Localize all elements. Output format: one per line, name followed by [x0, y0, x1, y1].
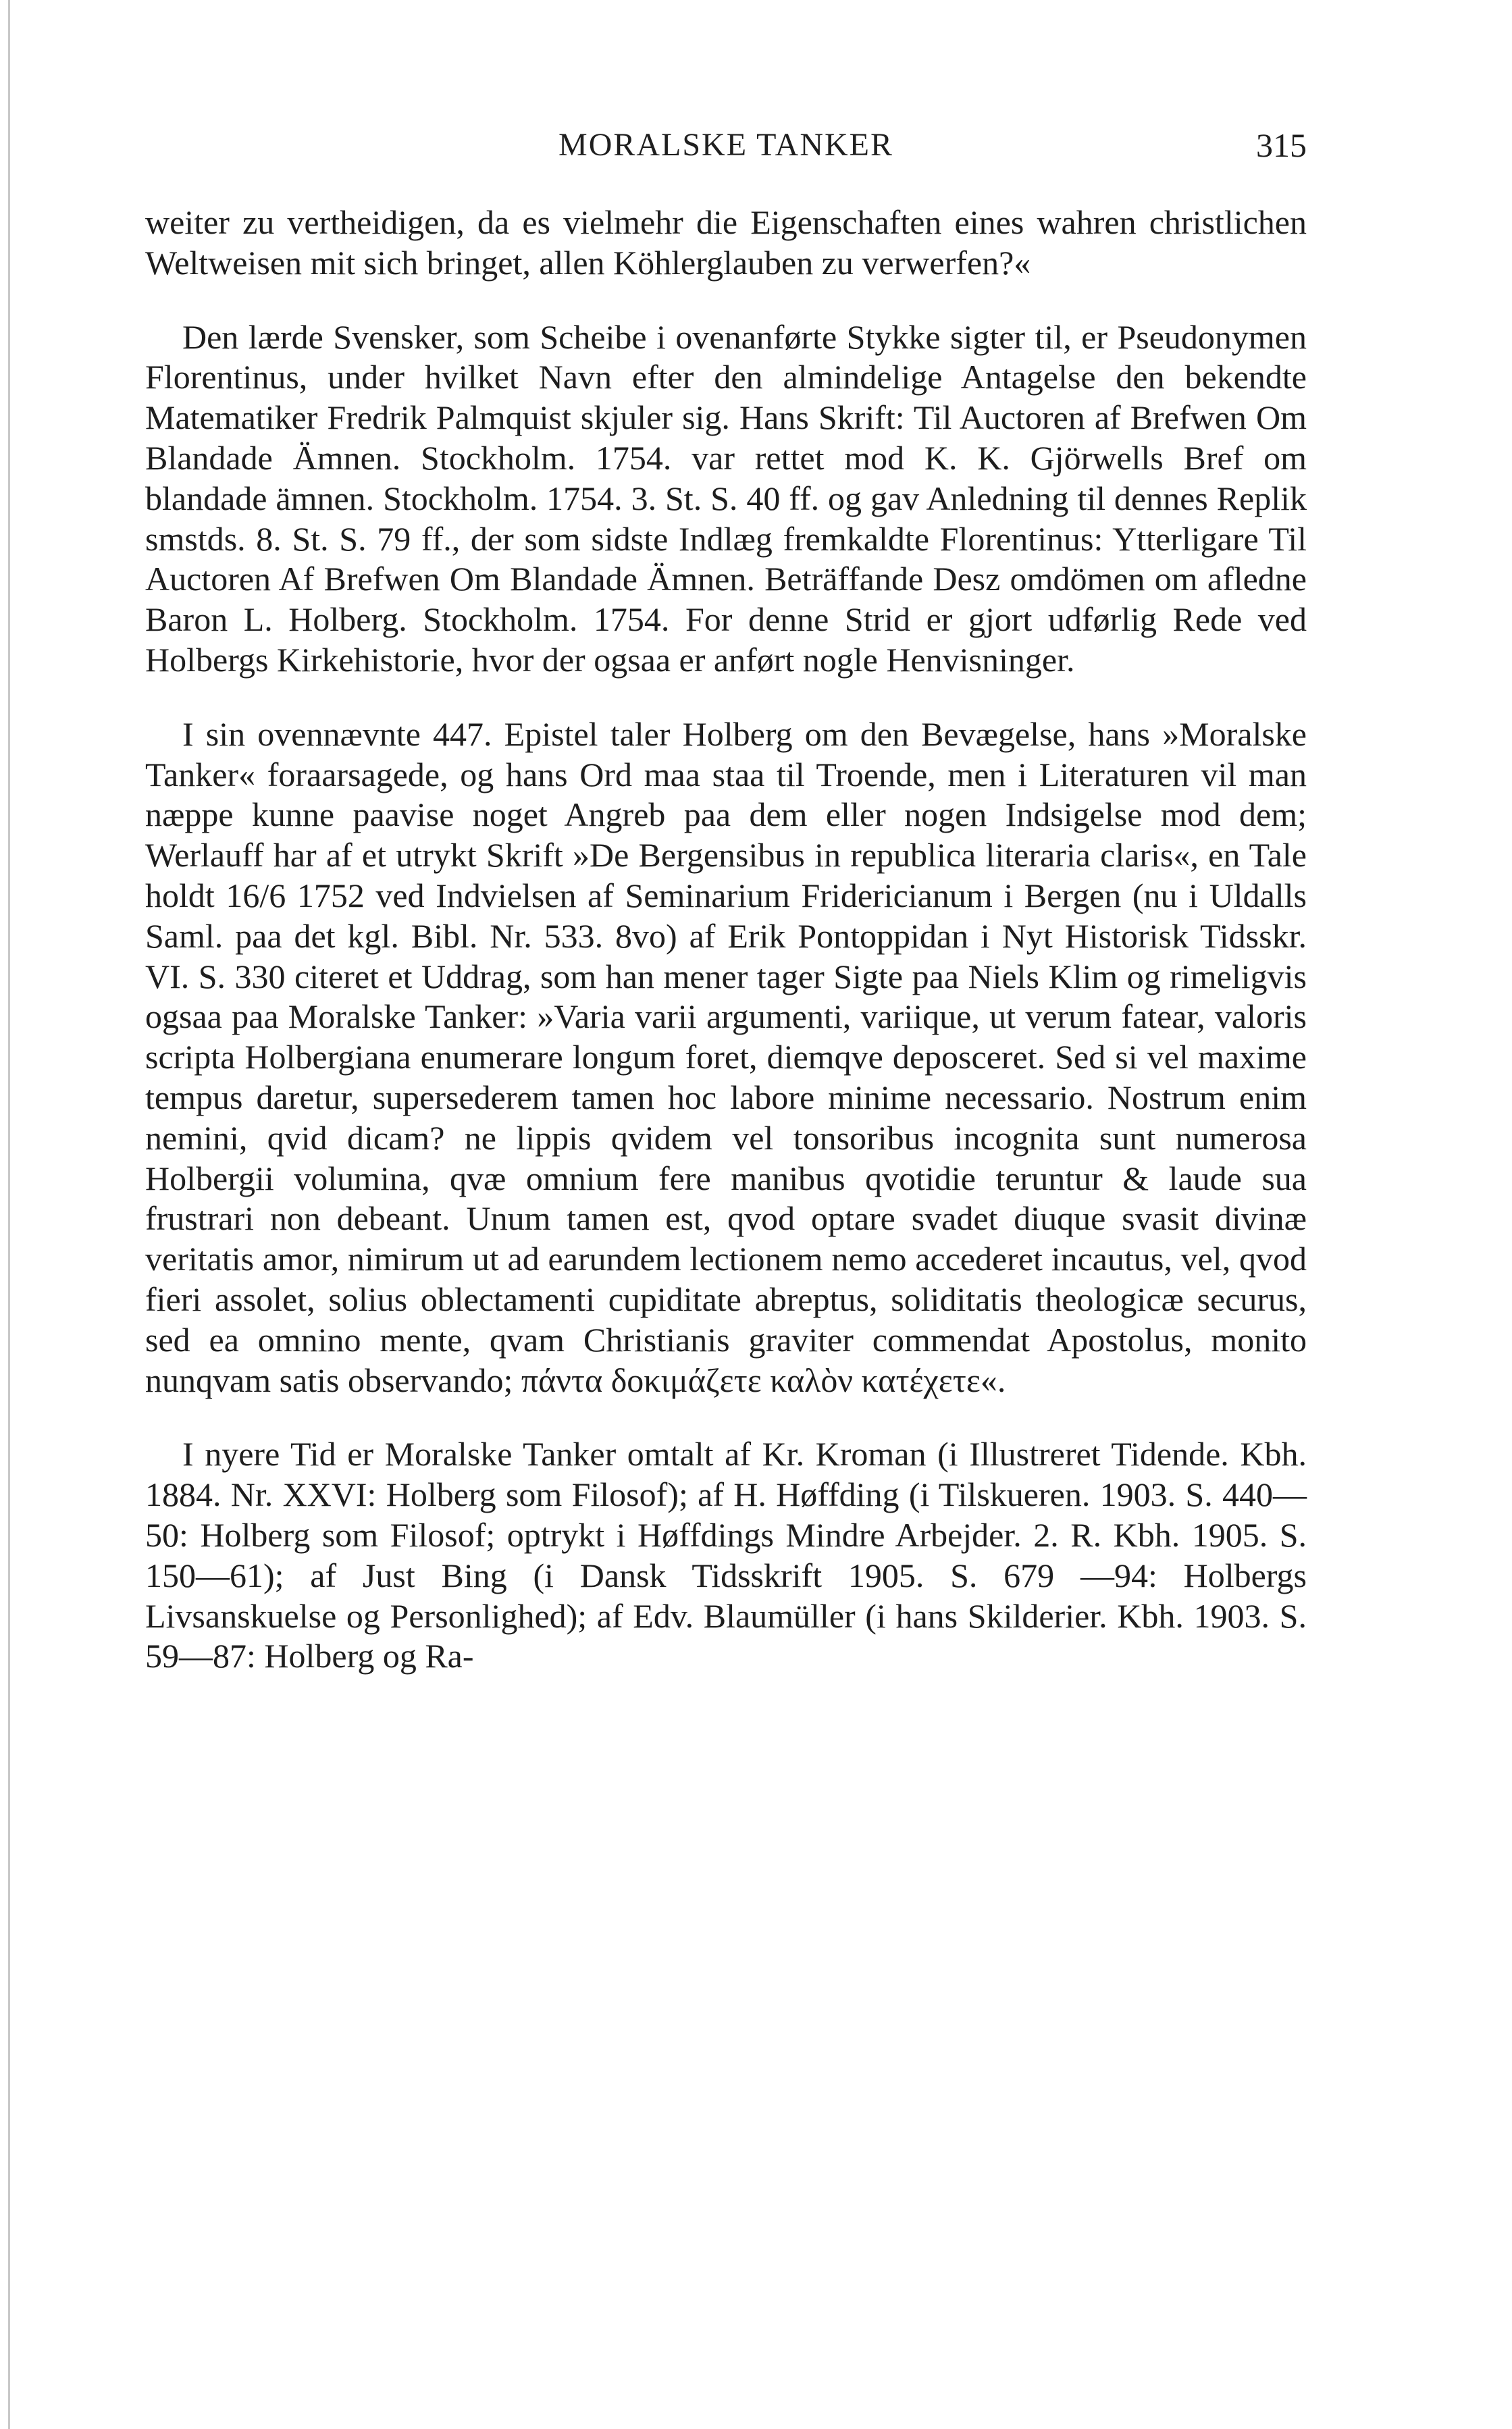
paragraph-florentinus: Den lærde Svensker, som Scheibe i ovenanførte Stykke sigter til, er Pseudonymen Florentinus, under hvilket Navn efter den almindelige Antagelse den bekendte Matematiker Fredrik Palmquist skjuler sig. Hans Skrift: Til Auctoren af Brefwen Om Blandade Ämnen. Stockholm. 1754. var rettet mod K. K. Gjörwells Bref om blandade ämnen. Stockholm. 1754. 3. St. S. 40 ff. og gav Anledning til dennes Replik smstds. 8. St. S. 79 ff., der som sidste Indlæg fremkaldte Florentinus: Ytterligare Til Auctoren Af Brefwen Om Blandade Ämnen. Beträffande Desz omdömen om afledne Baron L. Holberg. Stockholm. 1754. For denne Strid er gjort udførlig Rede ved Holbergs Kirkehistorie, hvor der ogsaa er anført nogle Henvisninger. [145, 317, 1307, 679]
paragraph-continuation: weiter zu vertheidigen, da es vielmehr die Eigenschaften eines wahren christlichen Weltweisen mit sich bringet, allen Köhlerglauben zu verwerfen?« [145, 203, 1307, 282]
body-text [145, 203, 1307, 1677]
running-title: MORALSKE TANKER [558, 127, 893, 163]
running-header [145, 122, 1307, 169]
page-number: 315 [1256, 126, 1307, 164]
page-edge-shadow [8, 0, 10, 2429]
paragraph-epistel-447: I sin ovennævnte 447. Epistel taler Holberg om den Bevægelse, hans »Moralske Tanker« foraarsagede, og hans Ord maa staa til Troende, men i Literaturen vil man næppe kunne paavise noget Angreb paa dem eller nogen Indsigelse mod dem; Werlauff har af et utrykt Skrift »De Bergensibus in republica literaria claris«, en Tale holdt 16/6 1752 ved Indvielsen af Seminarium Fridericianum i Bergen (nu i Uldalls Saml. paa det kgl. Bibl. Nr. 533. 8vo) af Erik Pontoppidan i Nyt Historisk Tidsskr. VI. S. 330 citeret et Uddrag, som han mener tager Sigte paa Niels Klim og rimeligvis ogsaa paa Moralske Tanker: »Varia varii argumenti, variique, ut verum fatear, valoris scripta Holbergiana enumerare longum foret, diemqve deposceret. Sed si vel maxime tempus daretur, supersederem tamen hoc labore minime necessario. Nostrum enim nemini, qvid dicam? ne lippis qvidem vel tonsoribus incognita sunt numerosa Holbergii volumina, qvæ omnium fere manibus qvotidie teruntur & laude sua frustrari non debeant. Unum tamen est, qvod optare svadet diuque svasit divinæ veritatis amor, nimirum ut ad earundem lectionem nemo accederet incautus, vel, qvod fieri assolet, solius oblectamenti cupiditate abreptus, soliditatis theologicæ securus, sed ea omnino mente, qvam Christianis graviter commendat Apostolus, monito nunqvam satis observando; πάντα δοκιμάζετε καλὸν κατέχετε«. [145, 714, 1307, 1399]
paragraph-nyere-tid: I nyere Tid er Moralske Tanker omtalt af Kr. Kroman (i Illustreret Tidende. Kbh. 1884. Nr. XXVI: Holberg som Filosof); af H. Høffding (i Tilskueren. 1903. S. 440—50: Holberg som Filosof; optrykt i Høffdings Mindre Arbejder. 2. R. Kbh. 1905. S. 150—61); af Just Bing (i Dansk Tidsskrift 1905. S. 679 —94: Holbergs Livsanskuelse og Personlighed); af Edv. Blaumüller (i hans Skilderier. Kbh. 1903. S. 59—87: Holberg og Ra- [145, 1435, 1307, 1675]
